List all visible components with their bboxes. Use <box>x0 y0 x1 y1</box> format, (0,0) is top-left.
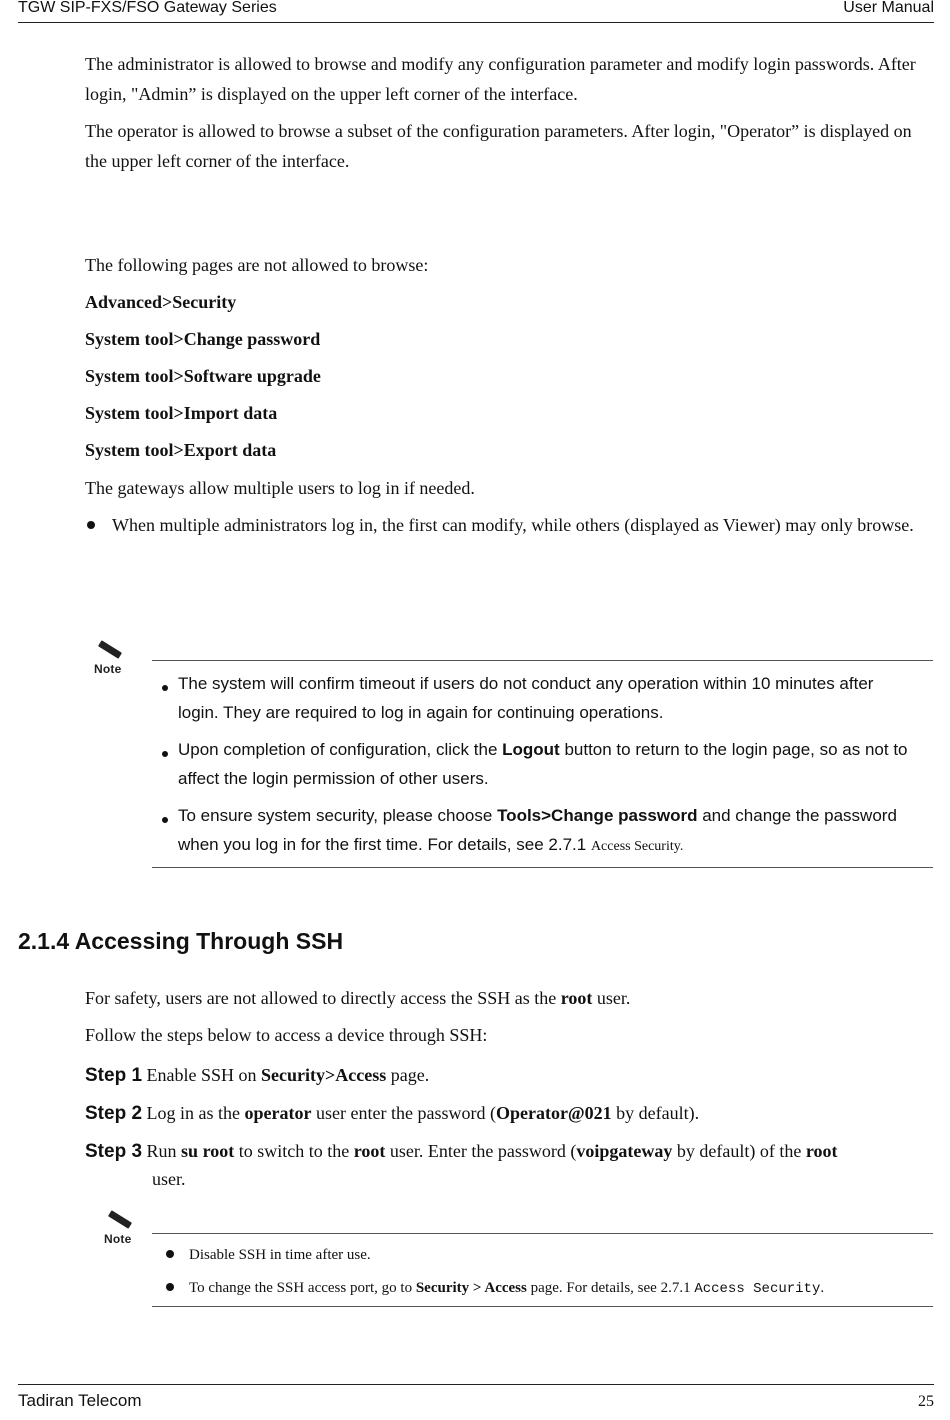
note-icon <box>94 640 124 680</box>
logout-term: Logout <box>502 740 560 759</box>
bullet-icon <box>166 1250 174 1258</box>
page-footer <box>18 1384 934 1415</box>
note-item-logout: Upon completion of configuration, click the Logout button to return to the login page, so as not to affect the login permission of other users. <box>178 740 908 788</box>
step-2: Step 2 Log in as the operator user enter the password (Operator@021 by default). <box>85 1103 700 1124</box>
restricted-page-item: Advanced>Security <box>85 292 237 312</box>
page-number: 25 <box>918 1393 934 1410</box>
admin-paragraph: The administrator is allowed to browse and modify any configuration parameter and modify login passwords. After login, "Admin” is displayed on the upper left corner of the interface. <box>85 54 916 104</box>
note-icon-label: Note <box>94 662 122 676</box>
note-item-ssh-port: To change the SSH access port, go to Security > Access page. For details, see 2.7.1 Access Security. <box>189 1280 825 1297</box>
operator-paragraph: The operator is allowed to browse a subset of the configuration parameters. After login, "Operator” is displayed on the upper left corner of the interface. <box>85 121 912 171</box>
header-doc-type: User Manual <box>843 0 934 16</box>
bullet-icon <box>162 751 168 757</box>
footer-company: Tadiran Telecom <box>18 1391 142 1410</box>
header-title: TGW SIP-FXS/FSO Gateway Series <box>18 0 277 16</box>
step-label: Step 3 <box>85 1141 143 1162</box>
safety-paragraph: For safety, users are not allowed to directly access the SSH as the root user. <box>85 988 631 1008</box>
note-item-security: To ensure system security, please choose Tools>Change password and change the password when you log in for the first time. For details, see 2.7.1 Access Security. <box>178 806 897 854</box>
note-item-disable-ssh: Disable SSH in time after use. <box>189 1247 371 1263</box>
change-password-term: Tools>Change password <box>497 806 698 825</box>
note-top-rule <box>152 1233 933 1234</box>
bullet-icon <box>166 1283 174 1291</box>
note-icon <box>104 1210 134 1250</box>
bullet-icon <box>87 521 95 529</box>
restricted-page-item: System tool>Software upgrade <box>85 366 321 386</box>
restricted-page-item: System tool>Import data <box>85 403 278 423</box>
step-1: Step 1 Enable SSH on Security>Access page. <box>85 1065 430 1086</box>
note-top-rule <box>152 660 933 661</box>
note-bottom-rule <box>152 867 933 868</box>
follow-steps-paragraph: Follow the steps below to access a device through SSH: <box>85 1025 488 1045</box>
bullet-icon <box>162 817 168 823</box>
bullet-icon <box>162 685 168 691</box>
step-3: Step 3 Run su root to switch to the root user. Enter the password (voipgateway by default) of the root <box>85 1141 838 1162</box>
section-heading: 2.1.4 Accessing Through SSH <box>18 928 344 954</box>
step-3-continuation: user. <box>152 1169 186 1189</box>
multi-admin-bullet: When multiple administrators log in, the first can modify, while others (displayed as Viewer) may only browse. <box>112 515 914 535</box>
security-access-term: Security > Access <box>415 1280 527 1296</box>
access-security-ref[interactable]: Access Security <box>590 839 680 854</box>
access-security-ref[interactable]: Access Security <box>694 1281 821 1297</box>
not-allowed-intro: The following pages are not allowed to browse: <box>85 255 429 275</box>
step-label: Step 1 <box>85 1065 143 1086</box>
restricted-page-item: System tool>Export data <box>85 440 277 460</box>
note-item-timeout: The system will confirm timeout if users do not conduct any operation within 10 minutes after login. They are required to log in again for continuing operations. <box>178 674 874 722</box>
note-bottom-rule <box>152 1306 933 1307</box>
step-label: Step 2 <box>85 1103 143 1124</box>
page-header <box>18 0 934 23</box>
note-icon-label: Note <box>104 1232 132 1246</box>
restricted-page-item: System tool>Change password <box>85 329 321 349</box>
multi-user-paragraph: The gateways allow multiple users to log in if needed. <box>85 478 475 498</box>
